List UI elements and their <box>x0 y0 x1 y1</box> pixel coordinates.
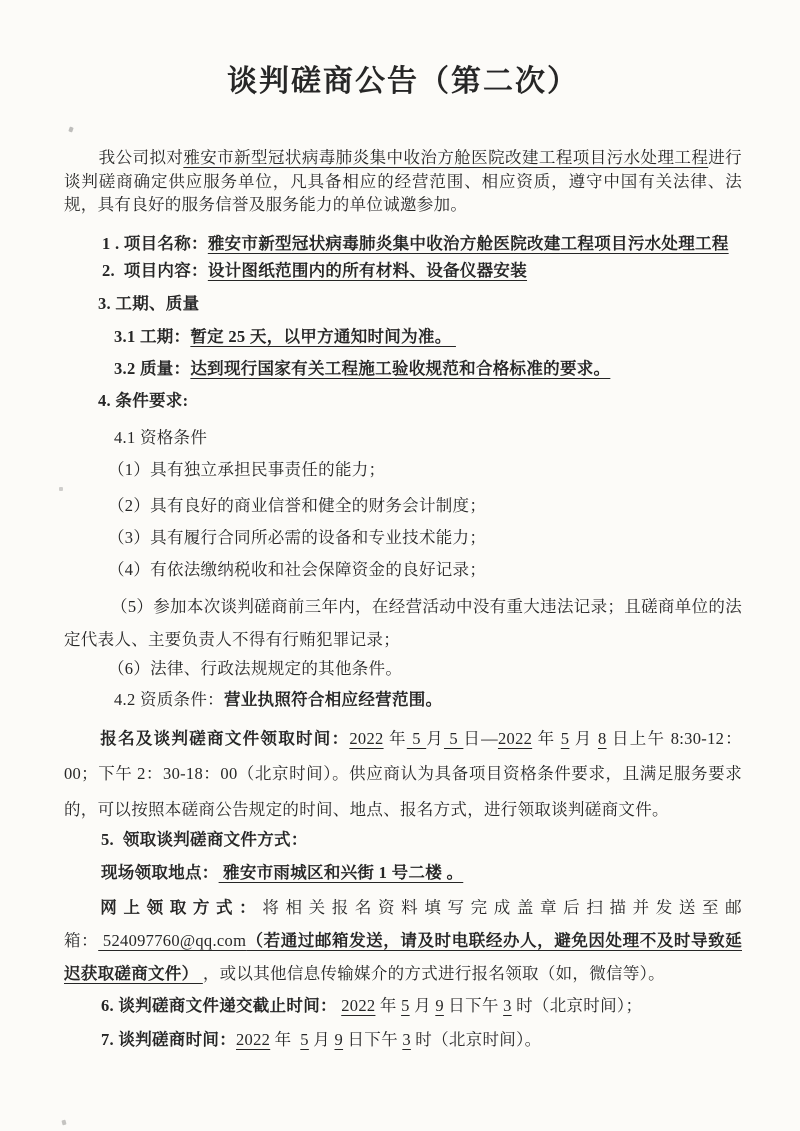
text-segment: 我公司拟对 <box>98 148 184 167</box>
section-5-heading <box>101 827 742 853</box>
text-segment: （4）有依法缴纳税收和社会保障资金的良好记录； <box>108 559 487 579</box>
clause-3-2-quality <box>114 356 742 382</box>
submission-deadline-line <box>101 993 742 1019</box>
text-segment: 5 <box>443 728 464 748</box>
condition-item-5 <box>64 590 742 656</box>
text-segment: 5 <box>401 996 410 1015</box>
text-segment: 暂定 25 天，以甲方通知时间为准。 <box>190 326 456 346</box>
onsite-pickup-line <box>101 860 742 886</box>
clause-4-1-heading <box>114 425 742 451</box>
text-segment: 5 <box>560 728 570 748</box>
text-segment: 时（北京时间）； <box>511 996 643 1015</box>
text-segment: 3.1 工期： <box>114 326 191 346</box>
text-segment: 雅安市新型冠状病毒肺炎集中收治方舱医院改建工程项目污水处理工程 <box>183 148 709 167</box>
scan-speck <box>59 487 63 491</box>
text-segment: 3 <box>402 1030 411 1049</box>
text-segment: （若通过邮箱发送，请及时电联经办人，避免因处理不及时导致延迟获取磋商文件） <box>64 931 742 983</box>
text-segment: 4.1 资格条件 <box>114 427 208 447</box>
condition-item-3 <box>108 525 742 551</box>
scan-speck <box>61 1120 66 1126</box>
clause-3-1-duration <box>114 324 742 350</box>
clause-4-2-qualification <box>114 687 742 713</box>
project-content-item <box>102 257 742 284</box>
negotiation-time-line <box>101 1027 742 1053</box>
text-segment: 月 <box>409 996 436 1015</box>
text-segment: 年 <box>270 1030 301 1049</box>
text-segment: 年 <box>532 728 561 748</box>
text-segment: 8 <box>597 728 607 748</box>
text-segment: 日— <box>463 728 498 748</box>
text-segment: 2. 项目内容： <box>102 260 208 280</box>
text-segment: 月 <box>308 1030 335 1049</box>
text-segment: 日下午 <box>343 1030 403 1049</box>
text-segment: 设计图纸范围内的所有材料、设备仪器安装 <box>207 260 528 280</box>
text-segment: （6）法律、行政法规规定的其他条件。 <box>108 658 403 678</box>
text-segment: 5 <box>406 728 427 748</box>
text-segment: 4.2 资质条件： <box>114 689 224 709</box>
text-segment: 524097760@qq.com <box>98 931 247 950</box>
text-segment: 营业执照符合相应经营范围。 <box>223 689 443 709</box>
text-segment: 报名及谈判磋商文件领取时间： <box>100 728 350 748</box>
text-segment: 6. 谈判磋商文件递交截止时间： <box>101 996 342 1015</box>
intro-paragraph <box>64 146 742 217</box>
text-segment: 将相关报名资料填写完成盖章后扫描并发送至邮箱： <box>64 898 742 950</box>
text-segment: 2022 <box>349 728 384 748</box>
text-segment: 5. 领取谈判磋商文件方式： <box>101 830 308 849</box>
project-name-item <box>102 230 742 257</box>
text-segment: 3 <box>503 996 512 1015</box>
registration-time-paragraph <box>64 721 742 828</box>
text-segment: 9 <box>435 996 444 1015</box>
section-4-heading <box>98 388 742 414</box>
text-segment: 进行谈判磋商确定供应服务单位，凡具备相应的经营范围、相应资质，遵守中国有关法律、法规，具有良好的服务信誉及服务能力的单位诚邀参加。 <box>64 148 742 214</box>
page-title: 谈判磋商公告（第二次） <box>227 65 579 98</box>
text-segment: 2022 <box>497 728 533 748</box>
text-segment: 月 <box>426 728 444 748</box>
text-segment: 年 <box>383 728 407 748</box>
text-segment: 现场领取地点： <box>101 863 219 882</box>
text-segment: 9 <box>334 1030 344 1049</box>
text-segment: 2022 <box>341 996 376 1015</box>
text-segment: 时（北京时间）。 <box>410 1030 542 1049</box>
text-segment: 日下午 <box>443 996 504 1015</box>
text-segment: 雅安市新型冠状病毒肺炎集中收治方舱医院改建工程项目污水处理工程 <box>207 233 729 253</box>
text-segment: （2）具有良好的商业信誉和健全的财务会计制度； <box>108 495 487 515</box>
text-segment: ，或以其他信息传输媒介的方式进行报名领取（如，微信等）。 <box>202 964 665 983</box>
text-segment: 日上午 8:30-12：00；下午 2：30-18：00（北京时间）。供应商认为具备项目资格条件要求，且满足服务要求的，可以按照本磋商公告规定的时间、地点、报名方式，进行领取谈判磋商文件。 <box>64 728 742 819</box>
text-segment: 雅安市雨城区和兴街 1 号二楼 。 <box>218 863 464 882</box>
text-segment: 3. 工期、质量 <box>98 293 200 313</box>
text-segment: 3.2 质量： <box>114 358 191 378</box>
condition-item-2 <box>108 493 742 519</box>
condition-item-1 <box>108 457 742 483</box>
text-segment: 1 . 项目名称： <box>102 233 208 253</box>
text-segment: 2022 <box>236 1030 271 1049</box>
text-segment: 4. 条件要求: <box>98 390 189 410</box>
text-segment: 5 <box>300 1030 309 1049</box>
text-segment: （5）参加本次谈判磋商前三年内，在经营活动中没有重大违法记录；且磋商单位的法定代表人、主要负责人不得有行贿犯罪记录； <box>64 596 742 649</box>
text-segment: 月 <box>569 728 598 748</box>
text-segment: 年 <box>375 996 402 1015</box>
condition-item-4 <box>108 557 742 583</box>
text-segment: 网上领取方式： <box>100 898 263 917</box>
text-segment: （1）具有独立承担民事责任的能力； <box>108 459 386 479</box>
text-segment: 7. 谈判磋商时间： <box>101 1030 236 1049</box>
online-pickup-paragraph <box>64 891 742 990</box>
scan-speck <box>68 126 73 132</box>
text-segment: 达到现行国家有关工程施工验收规范和合格标准的要求。 <box>190 358 611 378</box>
section-3-heading <box>98 291 742 317</box>
condition-item-6 <box>108 656 742 682</box>
text-segment: （3）具有履行合同所必需的设备和专业技术能力； <box>108 527 487 547</box>
